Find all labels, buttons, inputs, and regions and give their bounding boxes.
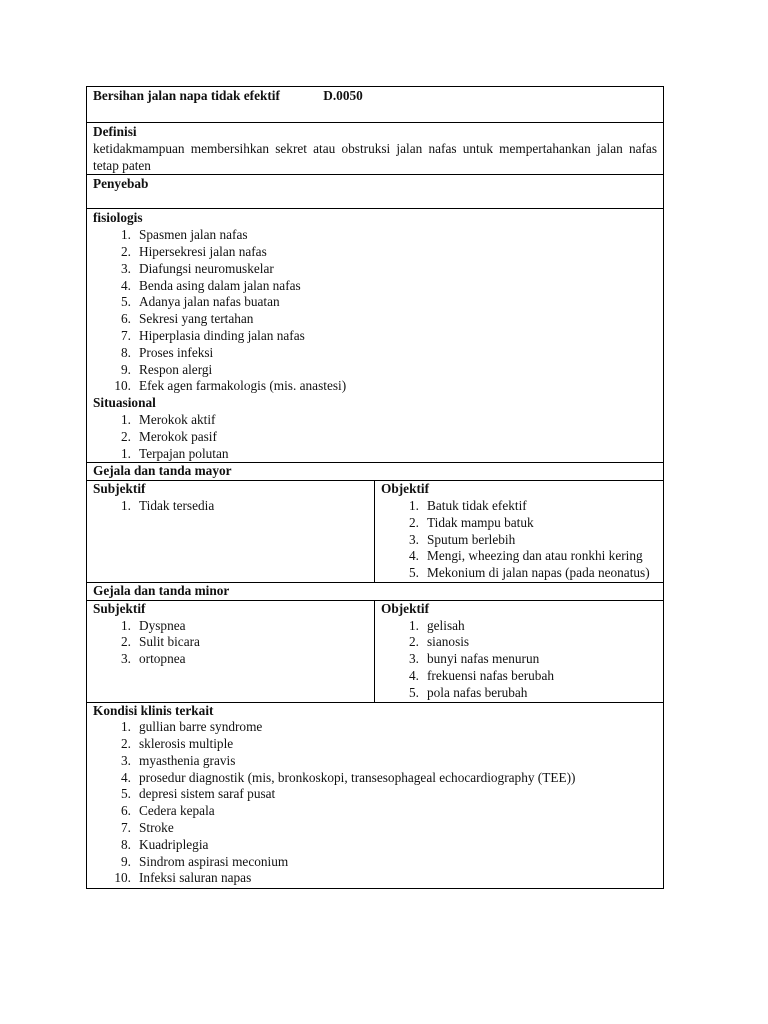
mayor-objektif bbox=[375, 481, 663, 582]
list-item: 3. ortopnea bbox=[121, 651, 186, 667]
list-item: 1. gelisah bbox=[409, 617, 465, 633]
mayor-subjektif-list bbox=[93, 498, 368, 515]
list-item: 9. Sindrom aspirasi meconium bbox=[121, 853, 289, 869]
minor-columns bbox=[87, 600, 663, 702]
list-item: 4. prosedur diagnostik (mis, bronkoskopi, transesophageal echocardiography (TEE)) bbox=[121, 769, 576, 785]
situasional-list bbox=[93, 412, 657, 462]
list-item: 1. Spasmen jalan nafas bbox=[121, 227, 248, 243]
list-item: 2. Sulit bicara bbox=[121, 634, 200, 650]
list-item: 1. Tidak tersedia bbox=[121, 497, 215, 513]
list-item: 3. Diafungsi neuromuskelar bbox=[121, 260, 274, 276]
mayor-subjektif bbox=[87, 481, 375, 582]
list-item: 8. Kuadriplegia bbox=[121, 836, 209, 852]
list-item: 2. Tidak mampu batuk bbox=[409, 514, 534, 530]
kondisi-heading: Kondisi klinis terkait bbox=[93, 702, 214, 718]
diagnosis-table bbox=[86, 86, 664, 889]
fisiologis-heading: fisiologis bbox=[93, 210, 143, 226]
mayor-columns bbox=[87, 480, 663, 582]
minor-subjektif-list bbox=[93, 618, 368, 668]
minor-subjektif-heading: Subjektif bbox=[93, 600, 146, 616]
list-item: 3. bunyi nafas menurun bbox=[409, 651, 540, 667]
definisi-text: ketidakmampuan membersihkan sekret atau obstruksi jalan nafas untuk mempertahankan jalan nafas tetap paten bbox=[93, 140, 657, 173]
penyebab-heading: Penyebab bbox=[93, 176, 149, 192]
list-item: 6. Cedera kepala bbox=[121, 803, 215, 819]
list-item: 4. Benda asing dalam jalan nafas bbox=[121, 277, 301, 293]
list-item: 8. Proses infeksi bbox=[121, 344, 214, 360]
kondisi-row bbox=[87, 702, 663, 889]
diagnosis-title: Bersihan jalan napa tidak efektif bbox=[93, 88, 280, 103]
mayor-objektif-heading: Objektif bbox=[381, 481, 430, 497]
list-item: 2. Hipersekresi jalan nafas bbox=[121, 243, 267, 259]
penyebab-row bbox=[87, 174, 663, 208]
fisiologis-list bbox=[93, 227, 657, 395]
mayor-heading-row bbox=[87, 462, 663, 480]
diagnosis-code: D.0050 bbox=[323, 88, 363, 103]
list-item: 1. Terpajan polutan bbox=[121, 445, 229, 461]
kondisi-list bbox=[93, 719, 657, 887]
title-row bbox=[87, 87, 663, 122]
minor-heading-row bbox=[87, 582, 663, 600]
minor-objektif-list bbox=[381, 618, 657, 702]
list-item: 1. Dyspnea bbox=[121, 617, 186, 633]
penyebab-content bbox=[87, 208, 663, 462]
list-item: 7. Stroke bbox=[121, 820, 174, 836]
list-item: 5. Mekonium di jalan napas (pada neonatus) bbox=[409, 565, 650, 581]
list-item: 4. frekuensi nafas berubah bbox=[409, 667, 555, 683]
list-item: 1. Batuk tidak efektif bbox=[409, 497, 527, 513]
list-item: 5. pola nafas berubah bbox=[409, 684, 528, 700]
list-item: 2. sklerosis multiple bbox=[121, 736, 234, 752]
list-item: 1. Merokok aktif bbox=[121, 411, 216, 427]
list-item: 7. Hiperplasia dinding jalan nafas bbox=[121, 327, 305, 343]
list-item: 10. Infeksi saluran napas bbox=[114, 870, 252, 886]
list-item: 1. gullian barre syndrome bbox=[121, 719, 263, 735]
definisi-heading: Definisi bbox=[93, 124, 137, 139]
list-item: 9. Respon alergi bbox=[121, 361, 213, 377]
minor-subjektif bbox=[87, 601, 375, 702]
list-item: 4. Mengi, wheezing dan atau ronkhi kering bbox=[409, 548, 643, 564]
minor-objektif-heading: Objektif bbox=[381, 600, 430, 616]
situasional-heading: Situasional bbox=[93, 395, 156, 411]
minor-objektif bbox=[375, 601, 663, 702]
minor-heading: Gejala dan tanda minor bbox=[93, 582, 230, 598]
list-item: 3. myasthenia gravis bbox=[121, 752, 236, 768]
list-item: 10. Efek agen farmakologis (mis. anastesi) bbox=[114, 378, 347, 394]
definisi-row bbox=[87, 122, 663, 174]
mayor-objektif-list bbox=[381, 498, 657, 582]
list-item: 3. Sputum berlebih bbox=[409, 531, 516, 547]
mayor-heading: Gejala dan tanda mayor bbox=[93, 463, 232, 479]
mayor-subjektif-heading: Subjektif bbox=[93, 481, 146, 497]
list-item: 6. Sekresi yang tertahan bbox=[121, 311, 254, 327]
list-item: 5. depresi sistem saraf pusat bbox=[121, 786, 276, 802]
list-item: 2. sianosis bbox=[409, 634, 470, 650]
list-item: 5. Adanya jalan nafas buatan bbox=[121, 294, 280, 310]
list-item: 2. Merokok pasif bbox=[121, 428, 217, 444]
